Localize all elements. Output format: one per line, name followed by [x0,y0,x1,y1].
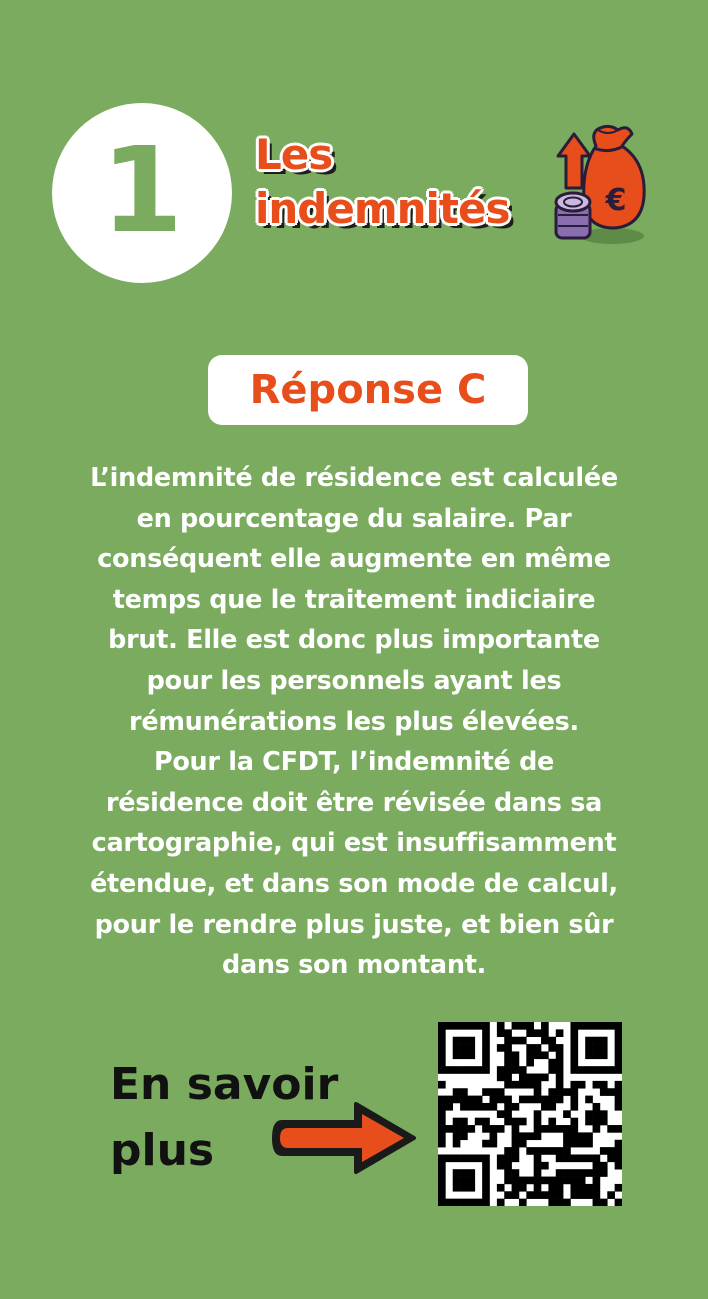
number-badge [52,103,232,283]
page-title [255,128,509,236]
body-line: L’indemnité de résidence est calculée [90,463,618,493]
number-label: 1 [100,121,184,259]
body-line: cartographie, qui est insuffisamment [91,828,617,859]
arrow-right-icon [272,1098,422,1178]
body-line: résidence doit être révisée dans sa [105,787,603,818]
title-line-2: indemnités [255,184,510,233]
body-line: rémunérations les plus élevées. [129,706,579,737]
svg-text:€: € [605,183,627,218]
answer-badge [208,355,528,425]
body-line: pour le rendre plus juste, et bien sûr [94,909,614,940]
body-line: pour les personnels ayant les [146,665,562,696]
body-line: Pour la CFDT, l’indemnité de [153,747,555,778]
explanation-text [40,458,668,986]
answer-label: Réponse C [249,367,487,413]
learn-more-line-2: plus [110,1125,215,1176]
body-line: conséquent elle augmente en même [97,544,611,575]
qr-code-icon[interactable] [438,1022,622,1206]
money-bag-euro-icon [552,118,648,248]
body-line: étendue, et dans son mode de calcul, [90,868,618,899]
body-line: dans son montant. [222,950,486,981]
body-line: en pourcentage du salaire. Par [136,503,572,534]
body-line: temps que le traitement indiciaire [112,584,596,615]
title-line-1: Les [255,130,333,179]
learn-more-line-1: En savoir [110,1059,339,1110]
body-line: brut. Elle est donc plus importante [108,625,600,656]
